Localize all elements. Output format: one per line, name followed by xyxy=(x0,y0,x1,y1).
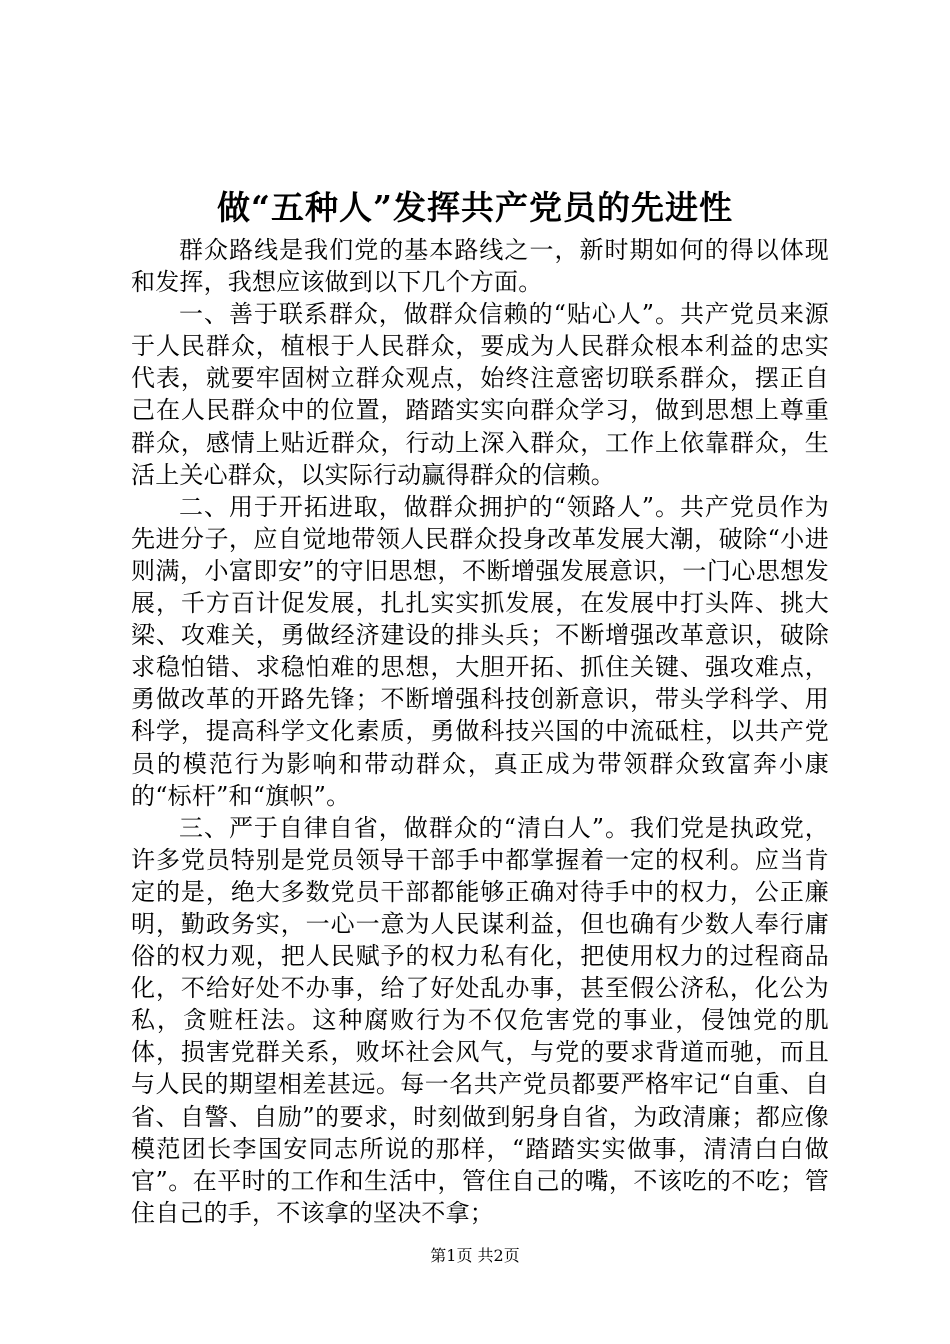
document-body xyxy=(131,234,829,1229)
paragraph-section-1: 一、善于联系群众，做群众信赖的“贴心人”。共产党员来源于人民群众，植根于人民群众，要成为人民群众根本利益的忠实代表，就要牢固树立群众观点，始终注意密切联系群众，摆正自己在人民群众中的位置，踏踏实实向群众学习，做到思想上尊重群众，感情上贴近群众，行动上深入群众，工作上依靠群众，生活上关心群众，以实际行动赢得群众的信赖。 xyxy=(131,300,829,489)
page-footer: 第1页 共2页 xyxy=(430,1246,520,1265)
paragraph-section-2: 二、用于开拓进取，做群众拥护的“领路人”。共产党员作为先进分子，应自觉地带领人民群众投身改革发展大潮，破除“小进则满，小富即安”的守旧思想，不断增强发展意识，一门心思想发展，千方百计促发展，扎扎实实抓发展，在发展中打头阵、挑大梁、攻难关，勇做经济建设的排头兵；不断增强改革意识，破除求稳怕错、求稳怕难的思想，大胆开拓、抓住关键、强攻难点，勇做改革的开路先锋；不断增强科技创新意识，带头学科学、用科学，提高科学文化素质，勇做科技兴国的中流砥柱，以共产党员的模范行为影响和带动群众，真正成为带领群众致富奔小康的“标杆”和“旗帜”。 xyxy=(131,492,829,810)
paragraph-section-3: 三、严于自律自省，做群众的“清白人”。我们党是执政党，许多党员特别是党员领导干部手中都掌握着一定的权利。应当肯定的是，绝大多数党员干部都能够正确对待手中的权力，公正廉明，勤政务实，一心一意为人民谋利益，但也确有少数人奉行庸俗的权力观，把人民赋予的权力私有化，把使用权力的过程商品化，不给好处不办事，给了好处乱办事，甚至假公济私，化公为私，贪赃枉法。这种腐败行为不仅危害党的事业，侵蚀党的肌体，损害党群关系，败坏社会风气，与党的要求背道而驰，而且与人民的期望相差甚远。每一名共产党员都要严格牢记“自重、自省、自警、自励”的要求，时刻做到躬身自省，为政清廉；都应像模范团长李国安同志所说的那样，“踏踏实实做事，清清白白做官”。在平时的工作和生活中，管住自己的嘴，不该吃的不吃；管住自己的手，不该拿的坚决不拿； xyxy=(131,813,829,1227)
paragraph-intro: 群众路线是我们党的基本路线之一，新时期如何的得以体现和发挥，我想应该做到以下几个方面。 xyxy=(131,236,829,297)
document-title: 做“五种人”发挥共产党员的先进性 xyxy=(217,188,733,227)
